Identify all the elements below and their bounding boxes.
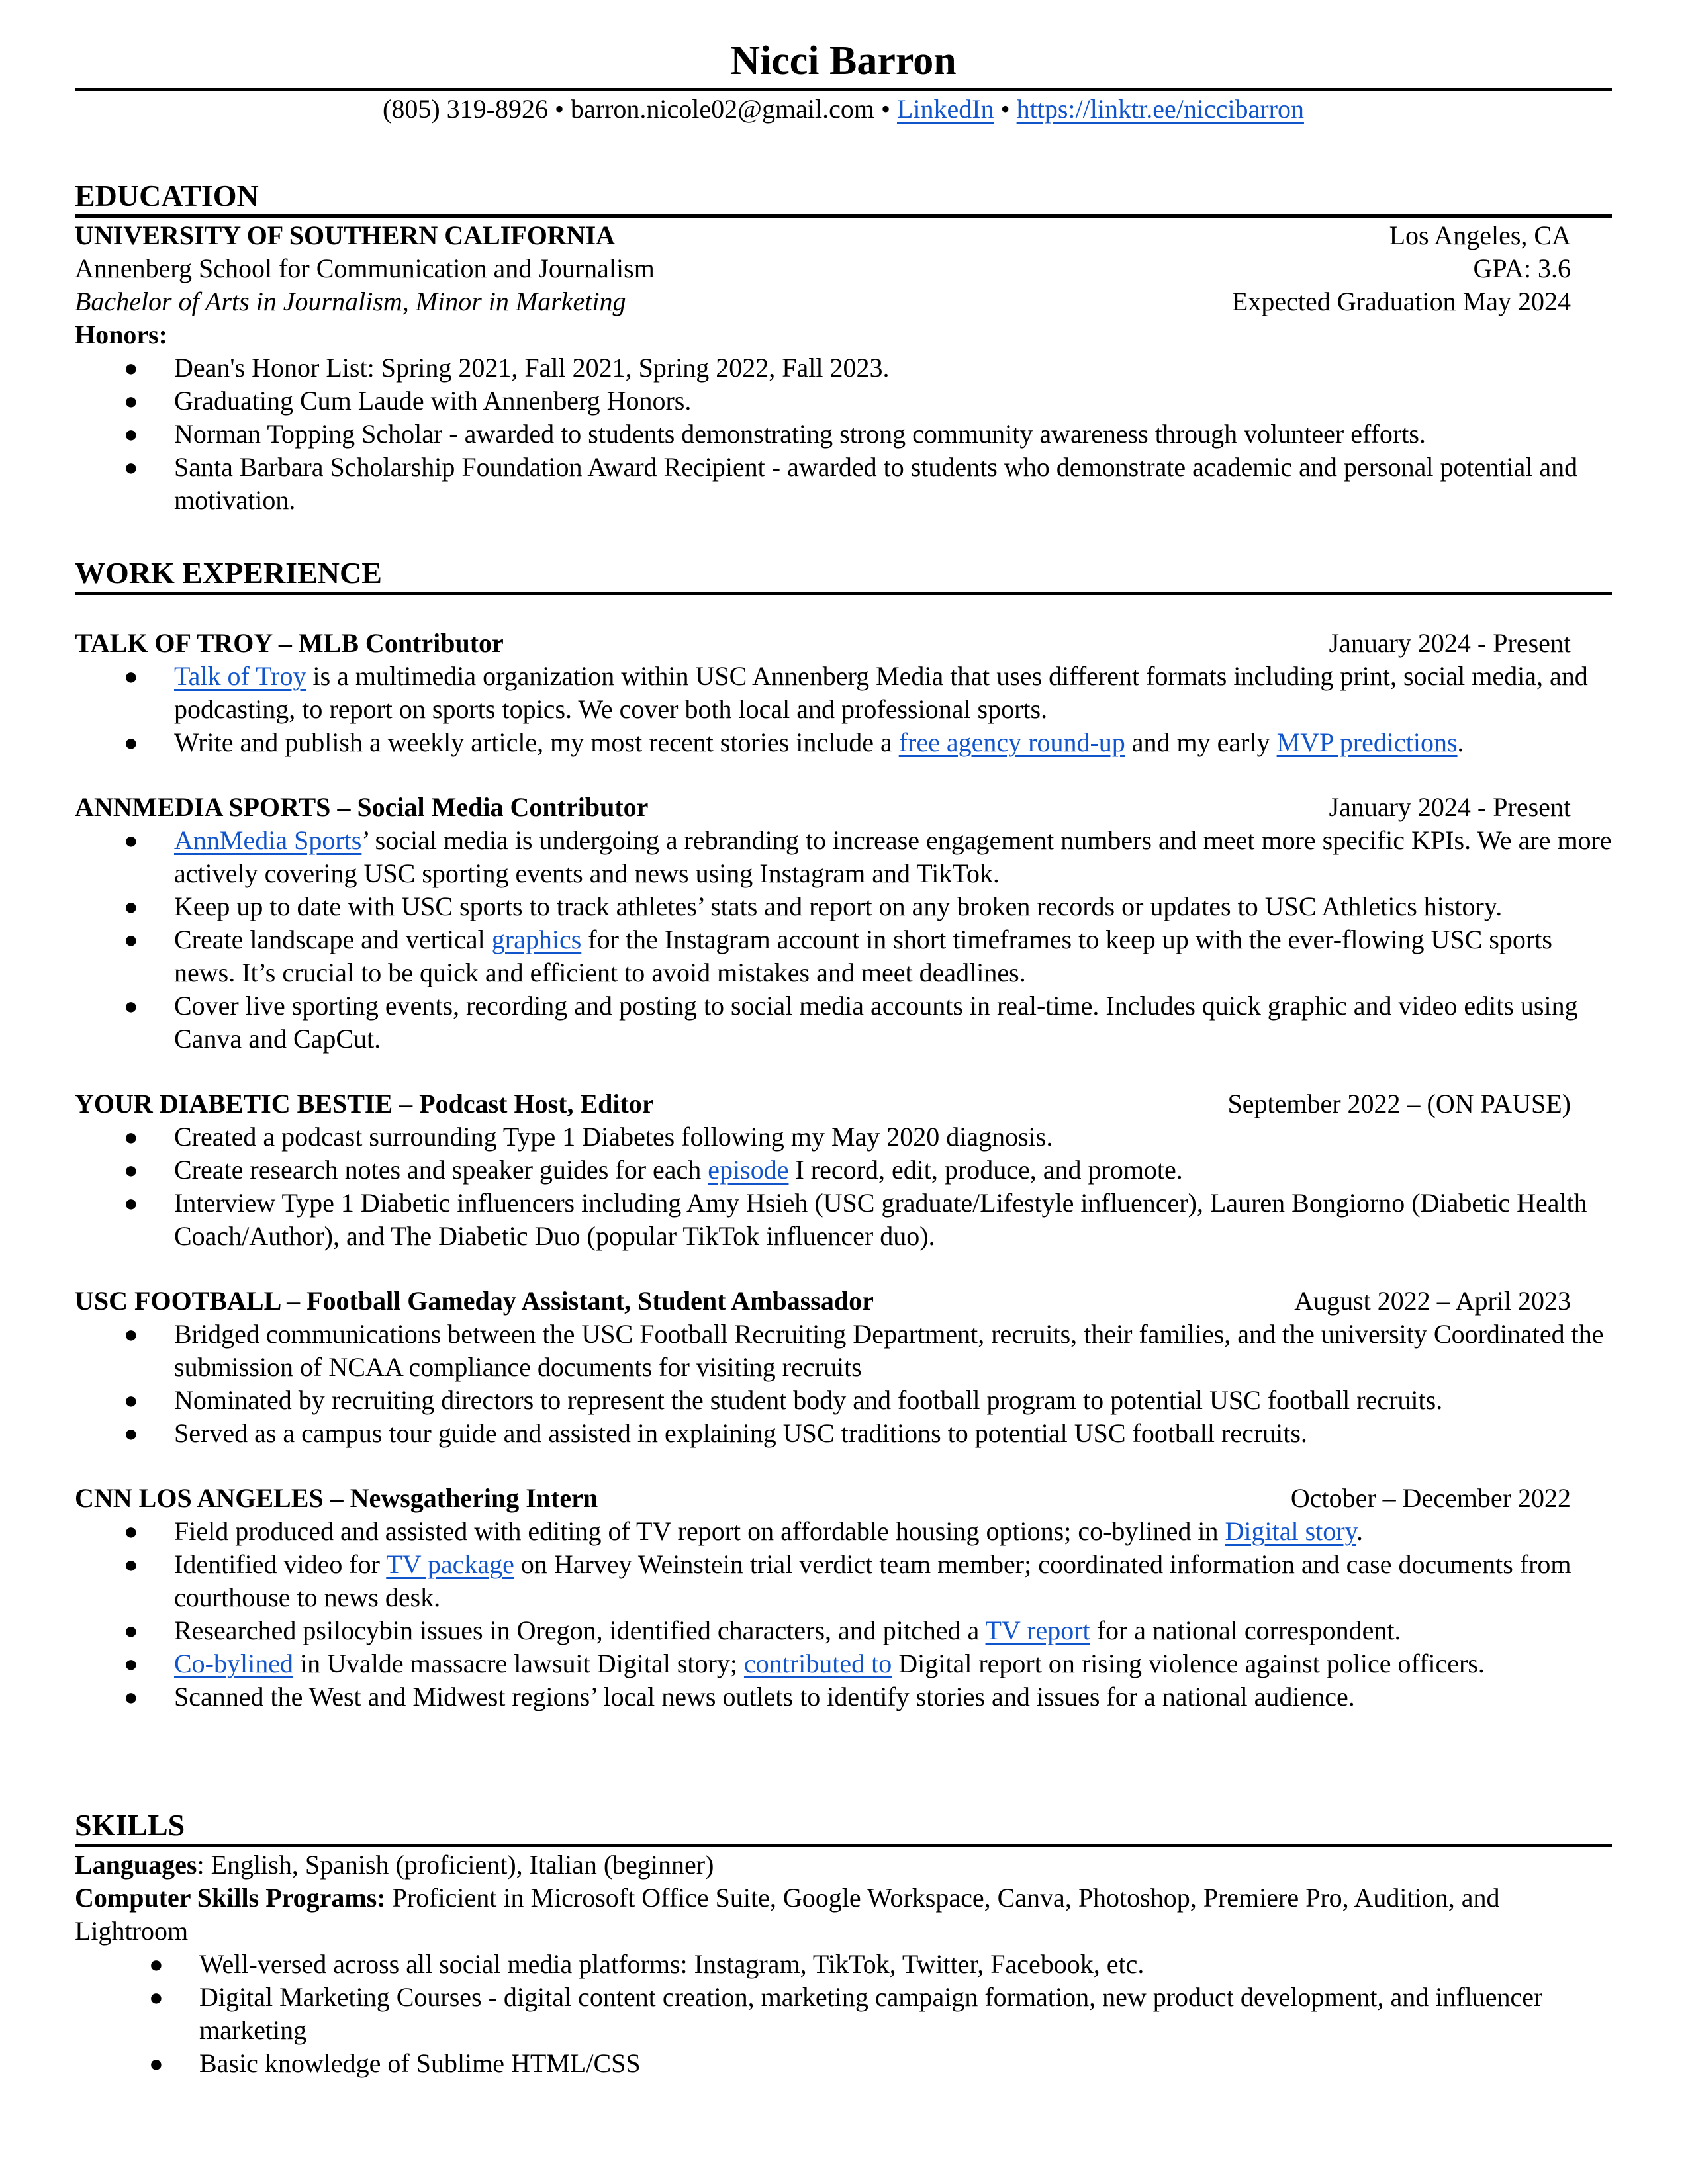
job-role: – MLB Contributor xyxy=(271,628,504,658)
computer-skills-label: Computer Skills Programs: xyxy=(75,1883,386,1913)
education-section xyxy=(75,177,1612,517)
job-bullet xyxy=(75,1417,1612,1450)
job-title xyxy=(75,1087,654,1120)
skill-text: Basic knowledge of Sublime HTML/CSS xyxy=(199,2048,641,2078)
job-header xyxy=(75,1087,1571,1120)
honors-item xyxy=(75,451,1612,517)
skill-item xyxy=(75,1948,1612,1981)
honors-text: Norman Topping Scholar - awarded to students demonstrating strong community awareness through volunteer efforts. xyxy=(174,419,1426,449)
honors-list xyxy=(75,351,1612,517)
degree: Bachelor of Arts in Journalism, Minor in Marketing xyxy=(75,287,626,316)
free-agency-link[interactable]: free agency round-up xyxy=(898,727,1125,757)
skills-list xyxy=(75,1948,1612,2080)
bullet-text: Created a podcast surrounding Type 1 Diabetes following my May 2020 diagnosis. xyxy=(174,1122,1053,1152)
phone-number: (805) 319-8926 xyxy=(383,94,548,124)
skill-text: Well-versed across all social media platforms: Instagram, TikTok, Twitter, Facebook, etc. xyxy=(199,1949,1145,1979)
bullet-text: Scanned the West and Midwest regions’ local news outlets to identify stories and issues for a national audience. xyxy=(174,1682,1355,1711)
linkedin-link[interactable]: LinkedIn xyxy=(896,94,994,124)
job-title xyxy=(75,627,504,660)
job-org: YOUR DIABETIC BESTIE xyxy=(75,1089,393,1118)
job-bullet xyxy=(75,726,1612,759)
graphics-link[interactable]: graphics xyxy=(491,925,582,954)
mvp-predictions-link[interactable]: MVP predictions xyxy=(1276,727,1458,757)
school-row xyxy=(75,219,1571,252)
bullet-icon: ● xyxy=(149,2050,164,2077)
gpa: GPA: 3.6 xyxy=(1473,253,1571,283)
bullet-icon: ● xyxy=(149,1984,164,2011)
bullet-text: and my early xyxy=(1125,727,1277,757)
bullet-icon: ● xyxy=(124,1551,138,1578)
job-title xyxy=(75,791,648,824)
job-org: TALK OF TROY xyxy=(75,628,272,658)
job-bullet xyxy=(75,1680,1612,1713)
section-title-skills: SKILLS xyxy=(75,1808,185,1842)
job-bullet xyxy=(75,1647,1612,1680)
bullet-text: for a national correspondent. xyxy=(1090,1615,1401,1645)
job-bullet xyxy=(75,1548,1612,1614)
bullet-icon: ● xyxy=(124,1684,138,1710)
bullet-icon: ● xyxy=(124,1387,138,1414)
job-bullet xyxy=(75,890,1612,923)
bullet-icon: ● xyxy=(149,1951,164,1978)
bullet-text: Create landscape and vertical xyxy=(174,925,492,954)
section-divider xyxy=(75,214,1612,218)
bullet-icon: ● xyxy=(124,993,138,1019)
job-title xyxy=(75,1482,598,1515)
job-bullets xyxy=(75,1120,1612,1253)
bullet-icon: ● xyxy=(124,663,138,690)
bullet-text: on Harvey Weinstein trial verdict team member; coordinated information and case documents from courthouse to news desk. xyxy=(174,1549,1571,1612)
job-entry-your-diabetic-bestie xyxy=(75,1087,1612,1253)
bullet-text: Nominated by recruiting directors to represent the student body and football program to potential USC football recruits. xyxy=(174,1385,1443,1415)
bullet-text: I record, edit, produce, and promote. xyxy=(788,1155,1183,1185)
job-bullets xyxy=(75,824,1612,1056)
job-entry-cnn-los-angeles xyxy=(75,1482,1612,1713)
tv-report-link[interactable]: TV report xyxy=(985,1615,1090,1645)
college-row xyxy=(75,252,1571,285)
bullet-icon: ● xyxy=(124,927,138,953)
job-header xyxy=(75,791,1571,824)
honors-text: Dean's Honor List: Spring 2021, Fall 2021, Spring 2022, Fall 2023. xyxy=(174,353,890,383)
skill-text: Digital Marketing Courses - digital content creation, marketing campaign formation, new product development, and influencer marketing xyxy=(199,1982,1543,2045)
graduation-date: Expected Graduation May 2024 xyxy=(1231,287,1571,316)
bullet-text: Cover live sporting events, recording and posting to social media accounts in real-time. Includes quick graphic and video edits using Canva and CapCut. xyxy=(174,991,1578,1054)
section-divider xyxy=(75,592,1612,595)
job-entry-talk-of-troy xyxy=(75,627,1612,759)
bullet-text: is a multimedia organization within USC Annenberg Media that uses different formats including print, social media, and podcasting, to report on sports topics. We cover both local and professional sports. xyxy=(174,661,1588,724)
section-title-education: EDUCATION xyxy=(75,179,259,212)
skill-item xyxy=(75,2047,1612,2080)
bullet-text: for the Instagram account in short timeframes to keep up with the ever-flowing USC sports news. It’s crucial to be quick and efficient to avoid mistakes and meet deadlines. xyxy=(174,925,1552,987)
digital-story-link[interactable]: Digital story xyxy=(1225,1516,1357,1546)
languages-value: : English, Spanish (proficient), Italian (beginner) xyxy=(197,1850,714,1880)
section-divider xyxy=(75,1844,1612,1847)
bullet-text: . xyxy=(1457,727,1464,757)
job-dates: September 2022 – (ON PAUSE) xyxy=(1227,1089,1571,1118)
honors-text: Graduating Cum Laude with Annenberg Honors. xyxy=(174,386,692,416)
job-role: – Football Gameday Assistant, Student Ambassador xyxy=(280,1286,874,1316)
bullet-text: Digital report on rising violence against police officers. xyxy=(892,1649,1485,1678)
job-bullet xyxy=(75,1614,1612,1647)
annmedia-sports-link[interactable]: AnnMedia Sports xyxy=(174,825,362,855)
school-name: UNIVERSITY OF SOUTHERN CALIFORNIA xyxy=(75,220,616,250)
job-org: ANNMEDIA SPORTS xyxy=(75,792,331,822)
resume-name: Nicci Barron xyxy=(730,38,957,83)
contact-line xyxy=(75,93,1612,126)
talk-of-troy-link[interactable]: Talk of Troy xyxy=(174,661,306,691)
job-bullet xyxy=(75,1187,1612,1253)
separator: • xyxy=(1000,94,1010,124)
job-dates: October – December 2022 xyxy=(1290,1483,1571,1513)
job-bullet xyxy=(75,989,1612,1056)
job-dates: January 2024 - Present xyxy=(1329,628,1571,658)
tv-package-link[interactable]: TV package xyxy=(386,1549,514,1579)
bullet-text: in Uvalde massacre lawsuit Digital story; xyxy=(293,1649,744,1678)
bullet-text: Interview Type 1 Diabetic influencers including Amy Hsieh (USC graduate/Lifestyle influencer), Lauren Bongiorno (Diabetic Health Coach/Author), and The Diabetic Duo (popular TikTok influencer duo). xyxy=(174,1188,1587,1251)
computer-skills-value: Proficient in Microsoft Office Suite, Google Workspace, Canva, Photoshop, Premiere Pro, Audition, and Lightroom xyxy=(75,1883,1500,1946)
bullet-text: Bridged communications between the USC Football Recruiting Department, recruits, their families, and the university Coordinated the submission of NCAA compliance documents for visiting recruits xyxy=(174,1319,1604,1382)
bullet-text: Write and publish a weekly article, my most recent stories include a xyxy=(174,727,899,757)
job-bullet xyxy=(75,1515,1612,1548)
bullet-text: Researched psilocybin issues in Oregon, identified characters, and pitched a xyxy=(174,1615,986,1645)
work-experience-section xyxy=(75,555,1612,1713)
job-bullet xyxy=(75,660,1612,726)
job-bullets xyxy=(75,660,1612,759)
job-title xyxy=(75,1285,874,1318)
bullet-icon: ● xyxy=(124,1157,138,1183)
bullet-text: Identified video for xyxy=(174,1549,387,1579)
skill-item xyxy=(75,1981,1612,2047)
header-divider xyxy=(75,88,1612,91)
bullet-text: Keep up to date with USC sports to track athletes’ stats and report on any broken records or updates to USC Athletics history. xyxy=(174,891,1503,921)
bullet-icon: ● xyxy=(124,454,138,480)
languages-line xyxy=(75,1848,1612,1882)
honors-item xyxy=(75,385,1612,418)
bullet-text: ’ social media is undergoing a rebranding to increase engagement numbers and meet more specific KPIs. We are more actively covering USC sporting events and news using Instagram and TikTok. xyxy=(174,825,1612,888)
separator: • xyxy=(555,94,565,124)
school-location: Los Angeles, CA xyxy=(1389,220,1571,250)
bullet-icon: ● xyxy=(124,388,138,414)
separator: • xyxy=(880,94,890,124)
section-title-work: WORK EXPERIENCE xyxy=(75,556,382,590)
job-header xyxy=(75,1482,1571,1515)
bullet-icon: ● xyxy=(124,1651,138,1677)
job-bullets xyxy=(75,1515,1612,1713)
bullet-icon: ● xyxy=(124,1190,138,1216)
bullet-text: Create research notes and speaker guides for each xyxy=(174,1155,708,1185)
job-entry-usc-football xyxy=(75,1285,1612,1450)
skills-section xyxy=(75,1807,1612,2080)
linktree-link[interactable]: https://linktr.ee/niccibarron xyxy=(1016,94,1304,124)
episode-link[interactable]: episode xyxy=(708,1155,789,1185)
bullet-icon: ● xyxy=(124,421,138,447)
job-bullet xyxy=(75,1384,1612,1417)
bullet-icon: ● xyxy=(124,355,138,381)
job-role: – Social Media Contributor xyxy=(330,792,649,822)
job-header xyxy=(75,1285,1571,1318)
job-bullet xyxy=(75,923,1612,989)
job-dates: August 2022 – April 2023 xyxy=(1294,1286,1571,1316)
honors-label: Honors: xyxy=(75,320,167,349)
job-dates: January 2024 - Present xyxy=(1329,792,1571,822)
honors-item xyxy=(75,351,1612,385)
bullet-icon: ● xyxy=(124,1420,138,1447)
bullet-text: Served as a campus tour guide and assisted in explaining USC traditions to potential USC football recruits. xyxy=(174,1418,1307,1448)
bullet-icon: ● xyxy=(124,893,138,920)
job-org: CNN LOS ANGELES xyxy=(75,1483,324,1513)
bullet-text: Field produced and assisted with editing of TV report on affordable housing options; co-bylined in xyxy=(174,1516,1225,1546)
job-header xyxy=(75,627,1571,660)
job-role: – Newsgathering Intern xyxy=(323,1483,598,1513)
bullet-icon: ● xyxy=(124,1321,138,1347)
job-entry-annmedia-sports xyxy=(75,791,1612,1056)
bullet-icon: ● xyxy=(124,729,138,756)
bullet-icon: ● xyxy=(124,1518,138,1545)
degree-row xyxy=(75,285,1571,318)
job-org: USC FOOTBALL xyxy=(75,1286,281,1316)
email-address: barron.nicole02@gmail.com xyxy=(571,94,874,124)
job-bullet xyxy=(75,1318,1612,1384)
computer-skills-line xyxy=(75,1882,1612,1948)
languages-label: Languages xyxy=(75,1850,197,1880)
honors-item xyxy=(75,418,1612,451)
co-bylined-link[interactable]: Co-bylined xyxy=(174,1649,293,1678)
job-role: – Podcast Host, Editor xyxy=(393,1089,654,1118)
job-bullet xyxy=(75,824,1612,890)
college-name: Annenberg School for Communication and Journalism xyxy=(75,253,655,283)
job-bullets xyxy=(75,1318,1612,1450)
honors-text: Santa Barbara Scholarship Foundation Award Recipient - awarded to students who demonstrate academic and personal potential and motivation. xyxy=(174,452,1578,515)
contributed-to-link[interactable]: contributed to xyxy=(743,1649,892,1678)
bullet-text: . xyxy=(1356,1516,1364,1546)
bullet-icon: ● xyxy=(124,1124,138,1150)
bullet-icon: ● xyxy=(124,1617,138,1644)
job-bullet xyxy=(75,1154,1612,1187)
bullet-icon: ● xyxy=(124,827,138,854)
job-bullet xyxy=(75,1120,1612,1154)
